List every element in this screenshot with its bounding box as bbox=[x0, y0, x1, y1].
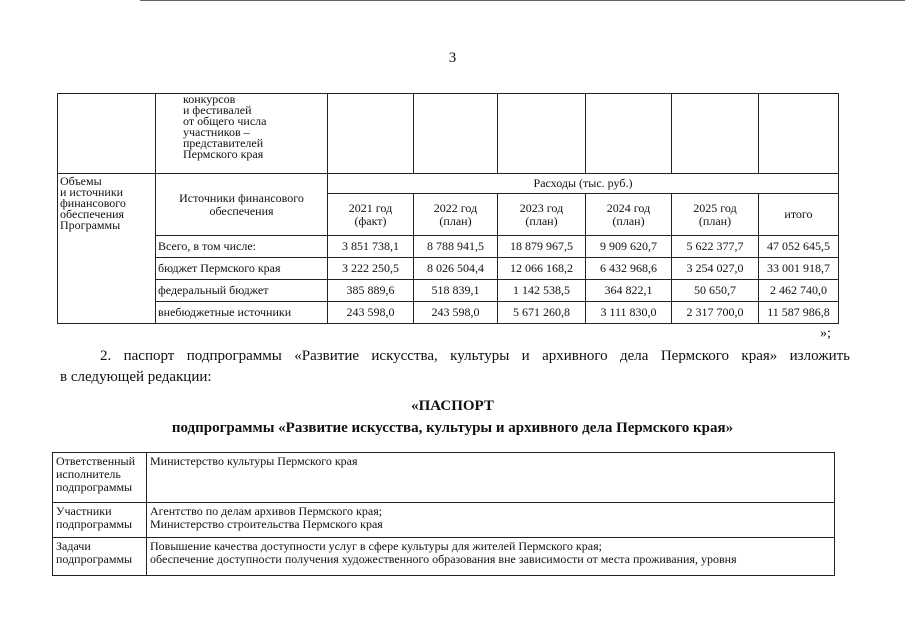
funding-table bbox=[57, 93, 839, 324]
value-cell: 243 598,0 bbox=[328, 302, 414, 324]
year-kind: (факт) bbox=[354, 213, 387, 228]
year-header bbox=[586, 194, 672, 236]
table-row bbox=[58, 280, 839, 302]
year-label: 2023 год bbox=[519, 200, 564, 215]
year-label: 2025 год bbox=[693, 200, 737, 215]
passport-table bbox=[52, 452, 835, 576]
source-label: Всего, в том числе: bbox=[156, 236, 328, 258]
value-cell: 364 822,1 bbox=[586, 280, 672, 302]
section-label-line: финансового bbox=[60, 196, 126, 210]
passport-row bbox=[53, 538, 835, 576]
value-cell: 3 254 027,0 bbox=[672, 258, 759, 280]
section-label-line: Объемы bbox=[60, 174, 102, 188]
year-kind: (план) bbox=[698, 213, 732, 228]
indicator-line: представителей bbox=[183, 136, 264, 150]
total-cell: 47 052 645,5 bbox=[759, 236, 839, 258]
passport-title: «ПАСПОРТ bbox=[411, 398, 494, 414]
total-cell: 33 001 918,7 bbox=[759, 258, 839, 280]
sources-header-line: Источники финансового bbox=[179, 190, 304, 205]
year-kind: (план) bbox=[439, 213, 472, 228]
paragraph-line: 2. паспорт подпрограммы «Развитие искусства, культуры и архивного дела Пермского края» изложить bbox=[100, 348, 850, 364]
value-cell: 8 788 941,5 bbox=[414, 236, 498, 258]
source-label: федеральный бюджет bbox=[156, 280, 328, 302]
value-cell: 3 111 830,0 bbox=[586, 302, 672, 324]
value-cell: 8 026 504,4 bbox=[414, 258, 498, 280]
passport-row-content bbox=[147, 453, 835, 503]
amendment-paragraph bbox=[60, 346, 850, 388]
section-label-line: обеспечения bbox=[60, 207, 125, 221]
passport-row bbox=[53, 453, 835, 503]
section-label-line: и источники bbox=[60, 185, 124, 199]
label-line: Задачи bbox=[56, 539, 91, 553]
value-cell: 243 598,0 bbox=[414, 302, 498, 324]
total-cell: 2 462 740,0 bbox=[759, 280, 839, 302]
sources-header bbox=[156, 174, 328, 236]
value-cell: 3 851 738,1 bbox=[328, 236, 414, 258]
passport-subtitle: подпрограммы «Развитие искусства, культуры и архивного дела Пермского края» bbox=[171, 420, 734, 436]
content-line: Агентство по делам архивов Пермского края; bbox=[150, 504, 383, 518]
value-cell: 3 222 250,5 bbox=[328, 258, 414, 280]
paragraph-line: в следующей редакции: bbox=[60, 369, 212, 385]
indicator-line: и фестивалей bbox=[183, 103, 252, 117]
expenses-header: Расходы (тыс. руб.) bbox=[328, 174, 839, 194]
passport-row-content bbox=[147, 538, 835, 576]
value-cell: 18 879 967,5 bbox=[498, 236, 586, 258]
table-row bbox=[58, 302, 839, 324]
indicator-name-cell bbox=[156, 94, 328, 174]
indicator-line: Пермского края bbox=[183, 147, 264, 161]
year-label: 2021 год bbox=[348, 200, 393, 215]
value-cell: 5 622 377,7 bbox=[672, 236, 759, 258]
label-line: Ответственный bbox=[56, 454, 136, 468]
value-cell: 12 066 168,2 bbox=[498, 258, 586, 280]
empty-cell bbox=[586, 94, 672, 174]
empty-cell bbox=[328, 94, 414, 174]
indicator-line: от общего числа bbox=[183, 114, 267, 128]
value-cell: 6 432 968,6 bbox=[586, 258, 672, 280]
empty-cell bbox=[759, 94, 839, 174]
section-label-line: Программы bbox=[60, 218, 121, 232]
value-cell: 518 839,1 bbox=[414, 280, 498, 302]
value-cell: 50 650,7 bbox=[672, 280, 759, 302]
year-header bbox=[672, 194, 759, 236]
total-header: итого bbox=[759, 194, 839, 236]
indicator-continuation-row bbox=[58, 94, 839, 174]
empty-cell bbox=[58, 94, 156, 174]
passport-row-content bbox=[147, 503, 835, 538]
passport-row-label bbox=[53, 503, 147, 538]
value-cell: 9 909 620,7 bbox=[586, 236, 672, 258]
value-cell: 2 317 700,0 bbox=[672, 302, 759, 324]
label-line: подпрограммы bbox=[56, 517, 133, 531]
value-cell: 1 142 538,5 bbox=[498, 280, 586, 302]
passport-row bbox=[53, 503, 835, 538]
content-line: Министерство строительства Пермского края bbox=[150, 517, 383, 531]
section-label-cell bbox=[58, 174, 156, 324]
passport-row-label bbox=[53, 453, 147, 503]
indicator-line: участников – bbox=[183, 125, 250, 139]
total-cell: 11 587 986,8 bbox=[759, 302, 839, 324]
scan-top-line bbox=[140, 0, 905, 2]
year-label: 2022 год bbox=[433, 200, 478, 215]
year-header bbox=[414, 194, 498, 236]
value-cell: 385 889,6 bbox=[328, 280, 414, 302]
sources-header-line: обеспечения bbox=[209, 203, 274, 218]
label-line: подпрограммы bbox=[56, 552, 133, 566]
indicator-line: конкурсов bbox=[183, 92, 236, 106]
empty-cell bbox=[672, 94, 759, 174]
passport-row-label bbox=[53, 538, 147, 576]
value-cell: 5 671 260,8 bbox=[498, 302, 586, 324]
year-header bbox=[498, 194, 586, 236]
source-label: бюджет Пермского края bbox=[156, 258, 328, 280]
source-label: внебюджетные источники bbox=[156, 302, 328, 324]
empty-cell bbox=[414, 94, 498, 174]
header-row-1 bbox=[58, 174, 839, 194]
label-line: Участники bbox=[56, 504, 112, 518]
year-kind: (план) bbox=[525, 213, 558, 228]
label-line: подпрограммы bbox=[56, 480, 133, 494]
label-line: исполнитель bbox=[56, 467, 121, 481]
content-line: обеспечение доступности получения художественного образования вне зависимости от места проживания, уровня bbox=[150, 552, 737, 566]
content-line: Министерство культуры Пермского края bbox=[150, 454, 358, 468]
table-row bbox=[58, 258, 839, 280]
closing-quote-mark: »; bbox=[820, 326, 831, 341]
year-kind: (план) bbox=[612, 213, 645, 228]
year-label: 2024 год bbox=[606, 200, 651, 215]
page-number: 3 bbox=[448, 50, 457, 66]
table-row bbox=[58, 236, 839, 258]
content-line: Повышение качества доступности услуг в сфере культуры для жителей Пермского края; bbox=[150, 539, 602, 553]
year-header bbox=[328, 194, 414, 236]
empty-cell bbox=[498, 94, 586, 174]
